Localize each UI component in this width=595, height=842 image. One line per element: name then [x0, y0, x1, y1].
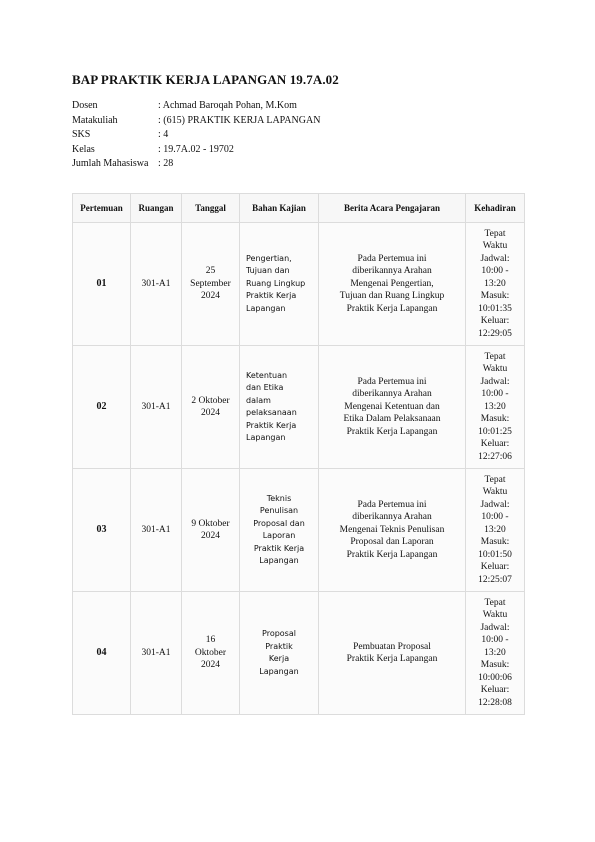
- header-pertemuan: Pertemuan: [73, 194, 131, 223]
- cell-kehadiran-line: 13:20: [484, 647, 506, 658]
- cell-bahan-kajian-line: Penulisan: [259, 506, 299, 515]
- cell-kehadiran-line: Waktu: [482, 610, 508, 621]
- cell-berita-acara-line: Praktik Kerja Lapangan: [346, 303, 438, 314]
- cell-bahan-kajian-line: Tujuan dan: [246, 266, 290, 276]
- cell-bahan-kajian-line: Proposal: [262, 629, 296, 638]
- cell-berita-acara-line: diberikannya Arahan: [352, 389, 432, 400]
- cell-berita-acara: [319, 469, 466, 592]
- header-ruangan: Ruangan: [131, 194, 182, 223]
- cell-berita-acara-line: Pembuatan Proposal: [353, 641, 431, 652]
- cell-kehadiran-line: Masuk:: [480, 291, 510, 302]
- cell-berita-acara-line: Mengenai Ketentuan dan: [344, 401, 440, 412]
- cell-bahan-kajian-line: Ketentuan: [246, 370, 288, 380]
- cell-tanggal-line: 2 Oktober: [191, 395, 230, 406]
- cell-bahan-kajian-line: Teknis: [266, 493, 292, 503]
- cell-bahan-kajian-line: Proposal dan: [253, 518, 305, 528]
- cell-berita-acara-line: diberikannya Arahan: [352, 512, 432, 523]
- cell-berita-acara-line: Praktik Kerja Lapangan: [346, 654, 438, 664]
- info-label: Jumlah Mahasiswa: [72, 158, 149, 169]
- cell-bahan-kajian-line: Lapangan: [246, 303, 286, 313]
- cell-berita-acara-line: Pada Pertemua ini: [357, 499, 427, 510]
- cell-berita-acara-line: Proposal dan Laporan: [350, 537, 434, 548]
- cell-tanggal-line: 16: [205, 635, 216, 646]
- cell-tanggal-line: 25: [205, 266, 216, 277]
- cell-kehadiran-line: Keluar:: [480, 316, 510, 327]
- cell-bahan-kajian: [240, 346, 319, 469]
- cell-kehadiran-line: Tepat: [484, 351, 506, 362]
- cell-berita-acara: [319, 592, 466, 715]
- info-label: Dosen: [72, 100, 98, 111]
- info-value: : (615) PRAKTIK KERJA LAPANGAN: [158, 114, 321, 126]
- cell-berita-acara: [319, 223, 466, 346]
- bap-table: [72, 193, 525, 715]
- cell-berita-acara-line: Praktik Kerja Lapangan: [346, 426, 438, 437]
- header-kehadiran: Kehadiran: [466, 194, 525, 223]
- cell-kehadiran-line: 10:01:25: [478, 426, 512, 437]
- cell-kehadiran: [466, 346, 525, 469]
- cell-bahan-kajian-line: dan Etika: [246, 383, 284, 392]
- info-row-dosen: [72, 99, 320, 114]
- info-value: : Achmad Baroqah Pohan, M.Kom: [158, 100, 297, 111]
- cell-bahan-kajian-line: Praktik Kerja: [246, 291, 297, 301]
- info-label: Kelas: [72, 143, 95, 155]
- cell-tanggal: [182, 346, 240, 469]
- cell-kehadiran-line: Waktu: [482, 241, 508, 252]
- cell-kehadiran-line: Tepat: [484, 597, 506, 608]
- cell-kehadiran: [466, 469, 525, 592]
- cell-kehadiran-line: 10:01:35: [478, 303, 512, 314]
- info-row-sks: [72, 128, 320, 143]
- cell-berita-acara-line: diberikannya Arahan: [352, 266, 432, 277]
- cell-ruangan: 301-A1: [131, 346, 182, 469]
- cell-kehadiran-line: Jadwal:: [480, 376, 510, 387]
- cell-tanggal-line: 2024: [201, 660, 220, 671]
- cell-berita-acara-line: Pada Pertemua ini: [357, 376, 427, 387]
- cell-berita-acara: [319, 346, 466, 469]
- cell-berita-acara-line: Mengenai Pengertian,: [350, 278, 434, 289]
- cell-berita-acara-line: Praktik Kerja Lapangan: [346, 549, 438, 560]
- cell-tanggal-line: 2024: [201, 291, 220, 302]
- cell-kehadiran-line: Masuk:: [480, 660, 510, 671]
- cell-kehadiran-line: Waktu: [482, 364, 508, 375]
- cell-kehadiran-line: Keluar:: [480, 562, 510, 573]
- cell-kehadiran-line: Tepat: [484, 228, 506, 239]
- cell-pertemuan: 01: [73, 223, 131, 346]
- cell-kehadiran-line: 10:00 -: [481, 266, 509, 277]
- cell-berita-acara-line: Mengenai Teknis Penulisan: [339, 524, 445, 535]
- cell-ruangan: 301-A1: [131, 592, 182, 715]
- cell-bahan-kajian-line: Lapangan: [259, 666, 299, 676]
- cell-kehadiran-line: 10:00 -: [481, 635, 509, 646]
- cell-bahan-kajian-line: Praktik Kerja: [246, 420, 297, 430]
- cell-ruangan: 301-A1: [131, 469, 182, 592]
- cell-kehadiran-line: Jadwal:: [480, 622, 510, 633]
- cell-kehadiran-line: 13:20: [484, 524, 506, 535]
- info-value: : 19.7A.02 - 19702: [158, 143, 234, 155]
- cell-bahan-kajian: [240, 469, 319, 592]
- cell-ruangan: 301-A1: [131, 223, 182, 346]
- cell-bahan-kajian-line: Kerja: [268, 654, 290, 663]
- course-info: [72, 99, 320, 172]
- cell-kehadiran-line: Keluar:: [480, 439, 510, 450]
- table-row: [73, 469, 525, 592]
- cell-bahan-kajian-line: dalam: [246, 395, 271, 405]
- cell-tanggal: [182, 223, 240, 346]
- cell-bahan-kajian-line: Praktik Kerja: [253, 543, 305, 553]
- cell-kehadiran-line: Waktu: [482, 487, 508, 498]
- cell-bahan-kajian-line: Lapangan: [246, 433, 286, 442]
- cell-kehadiran-line: 12:25:07: [478, 574, 512, 585]
- cell-tanggal: [182, 469, 240, 592]
- table-row: [73, 592, 525, 715]
- header-bahan-kajian: Bahan Kajian: [240, 194, 319, 223]
- table-row: [73, 223, 525, 346]
- cell-kehadiran-line: 10:00 -: [481, 389, 509, 400]
- cell-kehadiran-line: 12:29:05: [478, 328, 512, 339]
- info-value: : 4: [158, 129, 169, 140]
- cell-tanggal-line: September: [190, 278, 231, 289]
- cell-bahan-kajian-line: pelaksanaan: [246, 408, 297, 417]
- cell-kehadiran-line: 13:20: [484, 278, 506, 289]
- cell-tanggal-line: Oktober: [194, 647, 227, 658]
- cell-kehadiran-line: Tepat: [484, 474, 506, 485]
- cell-tanggal-line: 2024: [201, 408, 220, 418]
- info-value: : 28: [158, 158, 174, 169]
- cell-bahan-kajian-line: Lapangan: [259, 556, 299, 565]
- cell-kehadiran: [466, 592, 525, 715]
- info-label: SKS: [72, 129, 91, 140]
- cell-kehadiran-line: 13:20: [484, 401, 506, 412]
- cell-bahan-kajian: [240, 223, 319, 346]
- cell-kehadiran-line: 10:00 -: [481, 512, 509, 523]
- cell-tanggal-line: 9 Oktober: [191, 518, 230, 529]
- cell-kehadiran-line: Masuk:: [480, 414, 510, 425]
- cell-bahan-kajian: [240, 592, 319, 715]
- cell-berita-acara-line: Etika Dalam Pelaksanaan: [343, 414, 441, 425]
- cell-kehadiran: [466, 223, 525, 346]
- cell-berita-acara-line: Tujuan dan Ruang Lingkup: [339, 291, 445, 302]
- cell-bahan-kajian-line: Ruang Lingkup: [246, 278, 306, 288]
- cell-bahan-kajian-line: Pengertian,: [246, 253, 292, 263]
- cell-bahan-kajian-line: Laporan: [262, 531, 296, 540]
- cell-kehadiran-line: 10:01:50: [478, 549, 512, 560]
- cell-berita-acara-line: Pada Pertemua ini: [357, 253, 427, 264]
- cell-bahan-kajian-line: Praktik: [265, 641, 293, 651]
- document-title: BAP PRAKTIK KERJA LAPANGAN 19.7A.02: [72, 72, 339, 87]
- cell-pertemuan: 03: [73, 469, 131, 592]
- cell-kehadiran-line: Masuk:: [480, 537, 510, 548]
- cell-kehadiran-line: Keluar:: [480, 685, 510, 696]
- cell-pertemuan: 04: [73, 592, 131, 715]
- info-row-matakuliah: [72, 114, 320, 129]
- cell-kehadiran-line: Jadwal:: [480, 253, 510, 264]
- cell-pertemuan: 02: [73, 346, 131, 469]
- cell-kehadiran-line: 12:28:08: [478, 697, 512, 708]
- table-header-row: [73, 194, 525, 223]
- cell-tanggal-line: 2024: [201, 531, 220, 541]
- header-tanggal: Tanggal: [182, 194, 240, 223]
- header-berita-acara: Berita Acara Pengajaran: [319, 194, 466, 223]
- info-row-kelas: [72, 143, 320, 158]
- info-row-jumlah-mahasiswa: [72, 157, 320, 172]
- info-label: Matakuliah: [72, 114, 118, 126]
- cell-kehadiran-line: 12:27:06: [478, 451, 512, 462]
- cell-kehadiran-line: Jadwal:: [480, 499, 510, 510]
- cell-tanggal: [182, 592, 240, 715]
- table-row: [73, 346, 525, 469]
- cell-kehadiran-line: 10:00:06: [478, 672, 512, 683]
